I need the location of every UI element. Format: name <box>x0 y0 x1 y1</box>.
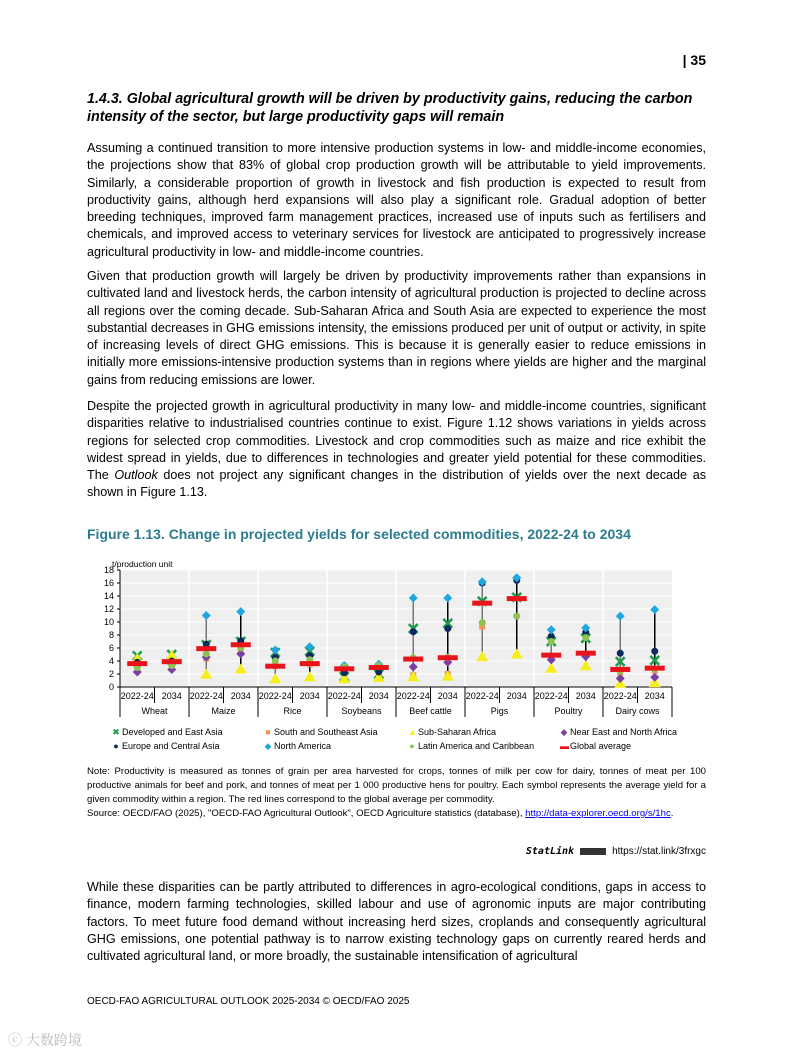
period-label: 2034 <box>575 691 596 701</box>
y-tick-label: 8 <box>108 630 114 640</box>
legend-swatch-icon: ◆ <box>560 727 568 737</box>
period-label: 2034 <box>506 691 527 701</box>
point-europe-and-central-asia <box>444 625 451 632</box>
y-tick-label: 2 <box>108 669 114 679</box>
point-global-average <box>576 651 596 656</box>
source-text: Source: OECD/FAO (2025), "OECD-FAO Agricultural Outlook", OECD Agriculture statistics (database), <box>87 808 526 819</box>
point-latin-america-and-caribbean <box>203 650 210 657</box>
group-label: Maize <box>211 706 236 716</box>
legend-label: North America <box>274 741 332 751</box>
point-europe-and-central-asia <box>410 628 417 635</box>
point-europe-and-central-asia <box>651 648 658 655</box>
period-label: 2034 <box>299 691 320 701</box>
watermark-text: 大数跨境 <box>25 1032 82 1048</box>
period-label: 2022-24 <box>258 691 292 701</box>
period-label: 2034 <box>644 691 665 701</box>
period-label: 2022-24 <box>189 691 223 701</box>
legend-item <box>264 741 408 752</box>
period-label: 2022-24 <box>603 691 637 701</box>
point-global-average <box>610 667 630 672</box>
point-latin-america-and-caribbean <box>479 619 486 626</box>
point-global-average <box>162 659 182 664</box>
legend-label: Developed and East Asia <box>122 727 223 737</box>
group-label: Dairy cows <box>615 706 660 716</box>
note-text: Note: Productivity is measured as tonnes of grain per area harvested for crops, tonnes of milk per cow for dairy, tonnes of meat per 100 productive animals for beef and pork, and tonnes of meat per 1 000 productive hens for poultry. Each symbol represents the average yield for a given commodity within a region. The red lines correspond to the global average per commodity. <box>87 766 706 805</box>
legend-item <box>112 727 264 738</box>
statlink-logo-icon <box>580 848 606 855</box>
point-global-average <box>127 661 147 666</box>
point-global-average <box>472 601 492 606</box>
paragraph-3 <box>87 398 706 502</box>
point-latin-america-and-caribbean <box>582 634 589 641</box>
point-global-average <box>438 655 458 660</box>
group-label: Poultry <box>554 706 583 716</box>
y-tick-label: 4 <box>108 656 114 666</box>
source-link[interactable]: http://data-explorer.oecd.org/s/1hc <box>525 808 671 819</box>
legend-label: South and Southeast Asia <box>274 727 378 737</box>
source-suffix: . <box>670 808 674 819</box>
point-global-average <box>369 665 389 670</box>
group-label: Pigs <box>490 706 509 716</box>
point-global-average <box>645 666 665 671</box>
period-label: 2022-24 <box>327 691 361 701</box>
point-latin-america-and-caribbean <box>272 658 279 665</box>
yield-chart <box>100 555 690 725</box>
point-europe-and-central-asia <box>617 650 624 657</box>
paragraph-4: While these disparities can be partly attributed to differences in agro-ecological conditions, gaps in access to finance, modern farming technologies, skilled labour and use of agronomic inputs are major contributing factors. To meet future food demand without increasing herd sizes, croplands and consequently agricultural GHG emissions, one potential pathway is to narrow existing technology gaps on currently reared herds and cultivated agricultural land, or more broadly, the sustainable intensification of agricultural <box>87 880 706 964</box>
legend-item <box>408 741 560 752</box>
period-label: 2034 <box>161 691 182 701</box>
group-label: Wheat <box>141 706 168 716</box>
figure-note <box>87 765 706 821</box>
watermark: ⓒ 大数跨境 <box>8 1032 82 1048</box>
legend-label: Near East and North Africa <box>570 727 678 737</box>
legend-swatch-icon: ◆ <box>264 741 272 751</box>
page-number: | 35 <box>682 52 706 68</box>
point-global-average <box>196 646 216 651</box>
legend-label: Europe and Central Asia <box>122 741 220 751</box>
period-label: 2022-24 <box>120 691 154 701</box>
section-heading: 1.4.3. Global agricultural growth will be driven by productivity gains, reducing the carbon intensity of the sector, but large productivity gaps will remain <box>87 91 693 125</box>
point-global-average <box>300 661 320 666</box>
legend-label: Global average <box>570 741 632 751</box>
point-global-average <box>541 653 561 658</box>
y-tick-label: 16 <box>103 578 114 588</box>
legend-swatch-icon: ▲ <box>408 727 417 737</box>
point-global-average <box>334 666 354 671</box>
point-global-average <box>507 596 527 601</box>
point-global-average <box>265 664 285 669</box>
paragraph-3-text-a: Despite the projected growth in agricultural productivity in many low- and middle-income countries, significant disparities relative to industrialised countries continue to exist. Figure 1.12 shows variations in yields across regions for selected crop commodities. Livestock and crop commodities such as maize and rice exhibit the widest spread in yields, due to differences in technologies and greater yield potential for these commodities. The <box>87 399 706 483</box>
period-label: 2022-24 <box>465 691 499 701</box>
legend-label: Latin America and Caribbean <box>418 741 535 751</box>
legend-item <box>560 727 700 738</box>
legend-item <box>264 727 408 738</box>
chart-legend <box>112 727 692 752</box>
paragraph-2: Given that production growth will largely be driven by productivity improvements rather than expansions in cultivated land and livestock herds, the carbon intensity of agricultural production is projected to decline across all regions over the coming decade. Sub-Saharan Africa and South Asia are expected to experience the most substantial decreases in GHG emissions intensity, the emissions produced per unit of output or activity, in spite of increasing levels of direct GHG emissions. This is because it is generally easier to reduce emissions in initially more emissions-intensive production systems than in regions where yields are higher and the marginal gains from reducing emissions are lower. <box>87 269 706 387</box>
y-tick-label: 0 <box>108 682 114 692</box>
y-tick-label: 14 <box>103 591 114 601</box>
y-tick-label: 6 <box>108 643 114 653</box>
y-tick-label: 18 <box>103 565 114 575</box>
point-latin-america-and-caribbean <box>548 638 555 645</box>
legend-item <box>408 727 560 738</box>
legend-label: Sub-Saharan Africa <box>418 727 497 737</box>
figure-title: Figure 1.13. Change in projected yields for selected commodities, 2022-24 to 2034 <box>87 526 631 542</box>
period-label: 2022-24 <box>534 691 568 701</box>
point-global-average <box>231 642 251 647</box>
statlink <box>526 846 706 857</box>
period-label: 2022-24 <box>396 691 430 701</box>
legend-item <box>112 741 264 752</box>
period-label: 2034 <box>368 691 389 701</box>
group-label: Beef cattle <box>409 706 452 716</box>
statlink-label: StatLink <box>525 846 575 857</box>
statlink-url[interactable]: https://stat.link/3frxgc <box>612 846 706 857</box>
legend-swatch-icon: ✖ <box>112 727 120 737</box>
period-label: 2034 <box>437 691 458 701</box>
y-tick-label: 12 <box>103 604 114 614</box>
page-footer: OECD-FAO AGRICULTURAL OUTLOOK 2025-2034 © OECD/FAO 2025 <box>87 996 410 1007</box>
legend-item <box>560 741 700 752</box>
paragraph-3-text-b: does not project any significant changes in the distribution of yields over the next decade as shown in Figure 1.13. <box>87 468 706 500</box>
legend-swatch-icon: ● <box>113 741 119 751</box>
period-label: 2034 <box>230 691 251 701</box>
outlook-italic: Outlook <box>114 468 158 483</box>
y-tick-label: 10 <box>103 617 114 627</box>
legend-swatch-icon: ■ <box>265 727 271 737</box>
group-label: Rice <box>283 706 302 716</box>
group-label: Soybeans <box>341 706 382 716</box>
point-latin-america-and-caribbean <box>513 613 520 620</box>
point-global-average <box>403 657 423 662</box>
legend-swatch-icon: ● <box>409 741 415 751</box>
y-axis-label: t/production unit <box>112 559 173 569</box>
legend-swatch-icon: ▬ <box>560 741 569 751</box>
paragraph-1: Assuming a continued transition to more intensive production systems in low- and middle-income economies, the projections show that 83% of global crop production growth will be attributable to yield improvements. Similarly, a considerable proportion of growth in livestock and fish production is expected to result from productivity gains, although herd expansions will also play a significant role. Gradual adoption of better breeding techniques, improved farm management practices, increased use of inputs such as fertilisers and chemicals, and improved access to veterinary services for livestock are anticipated to progressively increase agricultural productivity in low- and middle-income countries. <box>87 141 706 259</box>
